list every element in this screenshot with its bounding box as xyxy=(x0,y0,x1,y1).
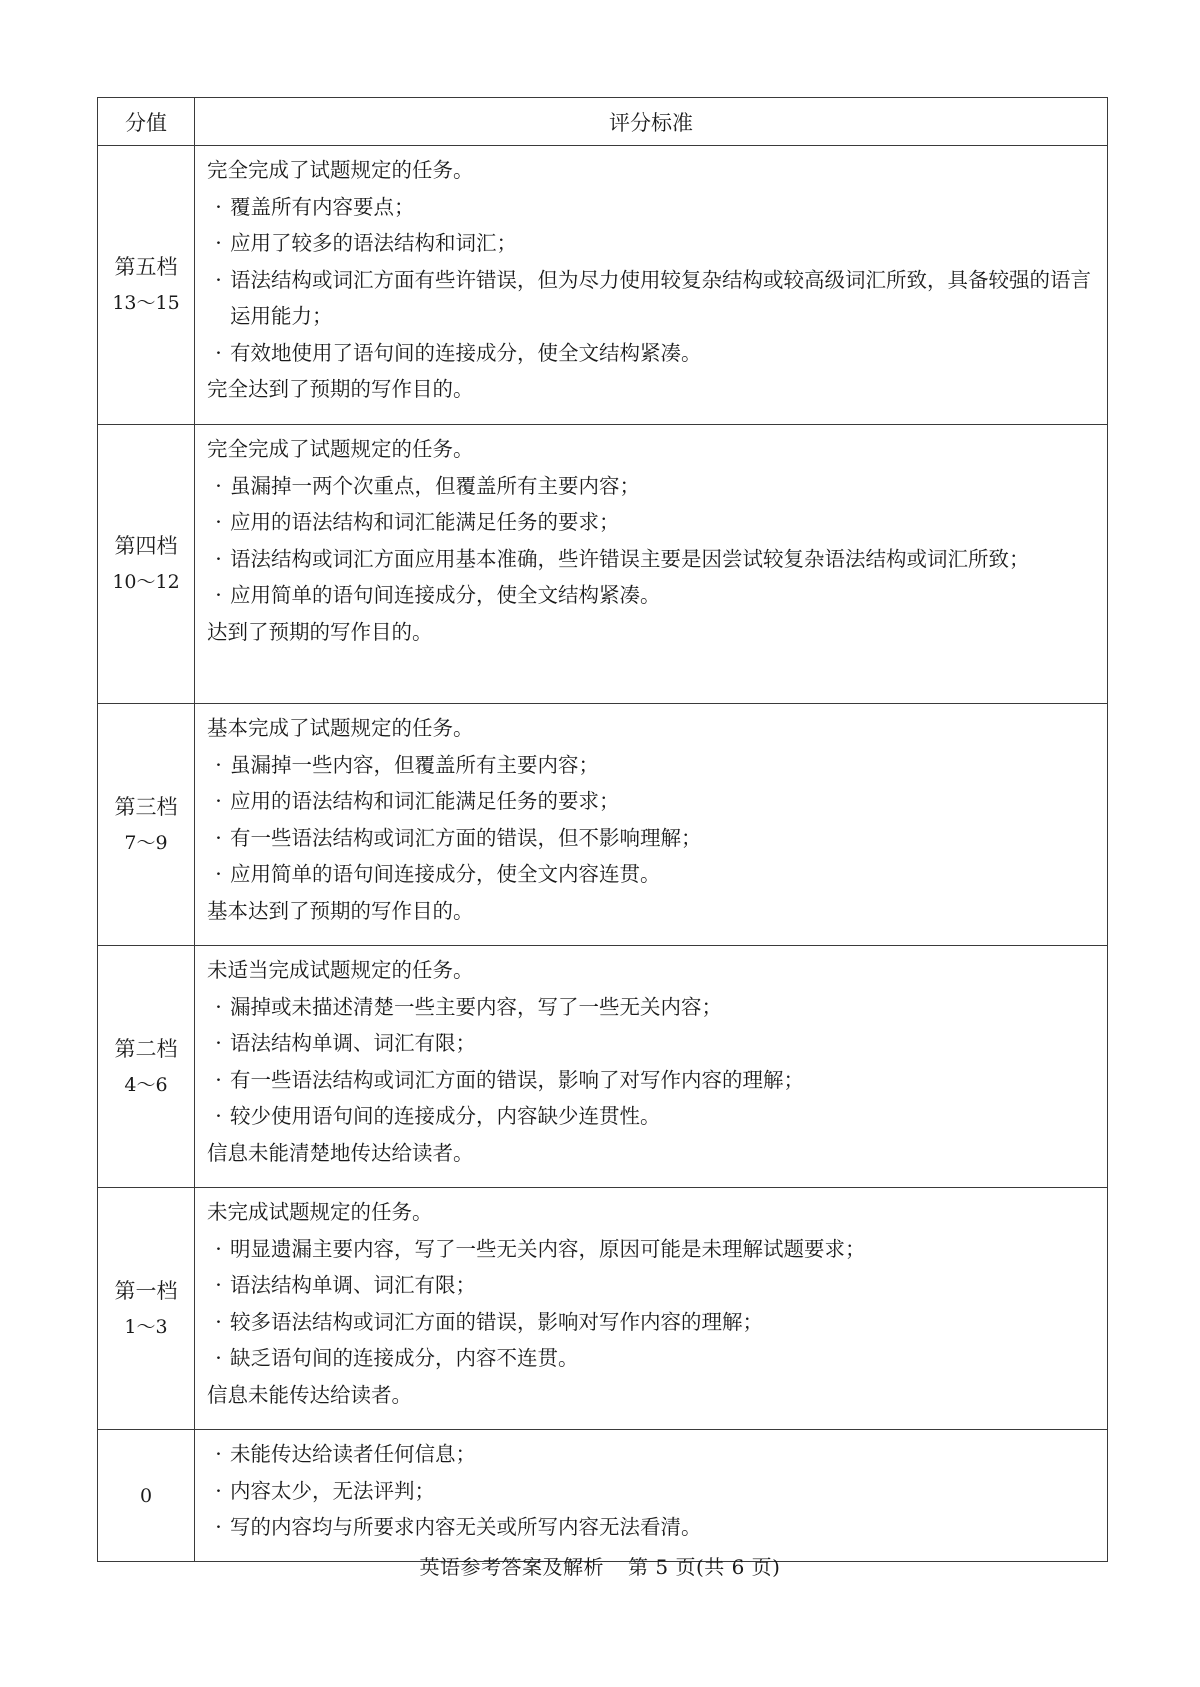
bullet-marker: · xyxy=(215,1236,222,1261)
criterion-item: · 较多语法结构或词汇方面的错误，影响对写作内容的理解； xyxy=(207,1304,1097,1341)
task-completion-text: 未适当完成试题规定的任务。 xyxy=(207,958,474,982)
score-range: 4～6 xyxy=(124,1073,168,1096)
score-cell xyxy=(98,946,195,1188)
score-range: 1～3 xyxy=(124,1315,168,1338)
bullet-marker: · xyxy=(215,825,222,850)
standard-cell xyxy=(195,146,1108,425)
criterion-item: · 应用简单的语句间连接成分，使全文结构紧凑。 xyxy=(207,577,1097,614)
table-row xyxy=(98,146,1108,425)
page-footer xyxy=(0,1551,1200,1580)
score-range: 7～9 xyxy=(124,831,168,854)
criterion-item: · 语法结构或词汇方面有些许错误，但为尽力使用较复杂结构或较高级词汇所致，具备较强的语言运用能力； xyxy=(207,262,1097,335)
bullet-marker: · xyxy=(215,267,222,292)
page-number: 第 5 页(共 6 页) xyxy=(628,1555,781,1579)
score-cell xyxy=(98,146,195,425)
task-completion-text: 完全完成了试题规定的任务。 xyxy=(207,437,474,461)
criterion-item: · 内容太少，无法评判； xyxy=(207,1473,1097,1510)
bullet-marker: · xyxy=(215,231,222,255)
criterion-item: · 有一些语法结构或词汇方面的错误，但不影响理解； xyxy=(207,820,1097,857)
score-cell xyxy=(98,425,195,704)
bullet-marker: · xyxy=(215,1442,222,1466)
criterion-item: · 应用简单的语句间连接成分，使全文内容连贯。 xyxy=(207,856,1097,893)
score-range: 0 xyxy=(139,1484,153,1507)
level-label: 第三档 xyxy=(114,794,178,819)
bullet-marker: · xyxy=(215,1031,222,1055)
conclusion-text: 达到了预期的写作目的。 xyxy=(207,619,433,644)
criterion-item: · 缺乏语句间的连接成分，内容不连贯。 xyxy=(207,1340,1097,1377)
scoring-rubric-table xyxy=(97,97,1108,1562)
table-row xyxy=(98,1188,1108,1430)
table-row xyxy=(98,425,1108,704)
criterion-item: · 语法结构单调、词汇有限； xyxy=(207,1267,1097,1304)
bullet-marker: · xyxy=(215,752,222,777)
criterion-item: · 虽漏掉一些内容，但覆盖所有主要内容； xyxy=(207,747,1097,784)
table-row xyxy=(98,1430,1108,1562)
criterion-item: · 虽漏掉一两个次重点，但覆盖所有主要内容； xyxy=(207,468,1097,505)
task-completion-text: 基本完成了试题规定的任务。 xyxy=(207,716,474,740)
standard-cell xyxy=(195,425,1108,704)
conclusion-text: 信息未能清楚地传达给读者。 xyxy=(207,1140,474,1165)
conclusion-text: 信息未能传达给读者。 xyxy=(207,1382,412,1407)
criterion-item: · 有一些语法结构或词汇方面的错误，影响了对写作内容的理解； xyxy=(207,1062,1097,1099)
standard-cell xyxy=(195,1188,1108,1430)
criterion-item: · 应用的语法结构和词汇能满足任务的要求； xyxy=(207,783,1097,820)
criterion-item: · 语法结构或词汇方面应用基本准确，些许错误主要是因尝试较复杂语法结构或词汇所致； xyxy=(207,541,1097,578)
conclusion-text: 完全达到了预期的写作目的。 xyxy=(207,377,474,401)
standard-column-header: 评分标准 xyxy=(195,98,1108,146)
score-cell xyxy=(98,1188,195,1430)
criterion-item: · 明显遗漏主要内容，写了一些无关内容，原因可能是未理解试题要求； xyxy=(207,1231,1097,1268)
bullet-marker: · xyxy=(215,1104,222,1128)
criterion-item: · 语法结构单调、词汇有限； xyxy=(207,1025,1097,1062)
score-column-header: 分值 xyxy=(98,98,195,146)
level-label: 第四档 xyxy=(114,534,178,558)
criterion-item: · 写的内容均与所要求内容无关或所写内容无法看清。 xyxy=(207,1509,1097,1546)
conclusion-text: 基本达到了预期的写作目的。 xyxy=(207,898,474,923)
level-label: 第一档 xyxy=(114,1278,178,1303)
standard-cell xyxy=(195,704,1108,946)
standard-cell xyxy=(195,1430,1108,1562)
bullet-marker: · xyxy=(215,1515,222,1539)
bullet-marker: · xyxy=(215,1478,222,1503)
bullet-marker: · xyxy=(215,546,222,571)
task-completion-text: 未完成试题规定的任务。 xyxy=(207,1200,433,1224)
criterion-item: · 未能传达给读者任何信息； xyxy=(207,1436,1097,1473)
bullet-marker: · xyxy=(215,789,222,813)
task-completion-text: 完全完成了试题规定的任务。 xyxy=(207,158,474,182)
bullet-marker: · xyxy=(215,1067,222,1092)
criterion-item: · 应用了较多的语法结构和词汇； xyxy=(207,225,1097,262)
score-cell xyxy=(98,1430,195,1562)
bullet-marker: · xyxy=(215,862,222,886)
bullet-marker: · xyxy=(215,194,222,219)
criterion-item: · 覆盖所有内容要点； xyxy=(207,189,1097,226)
bullet-marker: · xyxy=(215,1273,222,1297)
score-range: 13～15 xyxy=(112,292,180,314)
score-cell xyxy=(98,704,195,946)
level-label: 第五档 xyxy=(114,255,178,279)
bullet-marker: · xyxy=(215,510,222,534)
table-row xyxy=(98,946,1108,1188)
table-header-row xyxy=(98,98,1108,146)
bullet-marker: · xyxy=(215,994,222,1019)
criterion-item: · 有效地使用了语句间的连接成分，使全文结构紧凑。 xyxy=(207,335,1097,372)
criterion-item: · 漏掉或未描述清楚一些主要内容，写了一些无关内容； xyxy=(207,989,1097,1026)
bullet-marker: · xyxy=(215,1309,222,1334)
bullet-marker: · xyxy=(215,583,222,607)
level-label: 第二档 xyxy=(114,1036,178,1061)
criterion-item: · 应用的语法结构和词汇能满足任务的要求； xyxy=(207,504,1097,541)
standard-cell xyxy=(195,946,1108,1188)
bullet-marker: · xyxy=(215,340,222,365)
bullet-marker: · xyxy=(215,1346,222,1370)
document-title: 英语参考答案及解析 xyxy=(419,1555,604,1579)
score-range: 10～12 xyxy=(112,571,180,593)
criterion-item: · 较少使用语句间的连接成分，内容缺少连贯性。 xyxy=(207,1098,1097,1135)
table-row xyxy=(98,704,1108,946)
bullet-marker: · xyxy=(215,473,222,498)
